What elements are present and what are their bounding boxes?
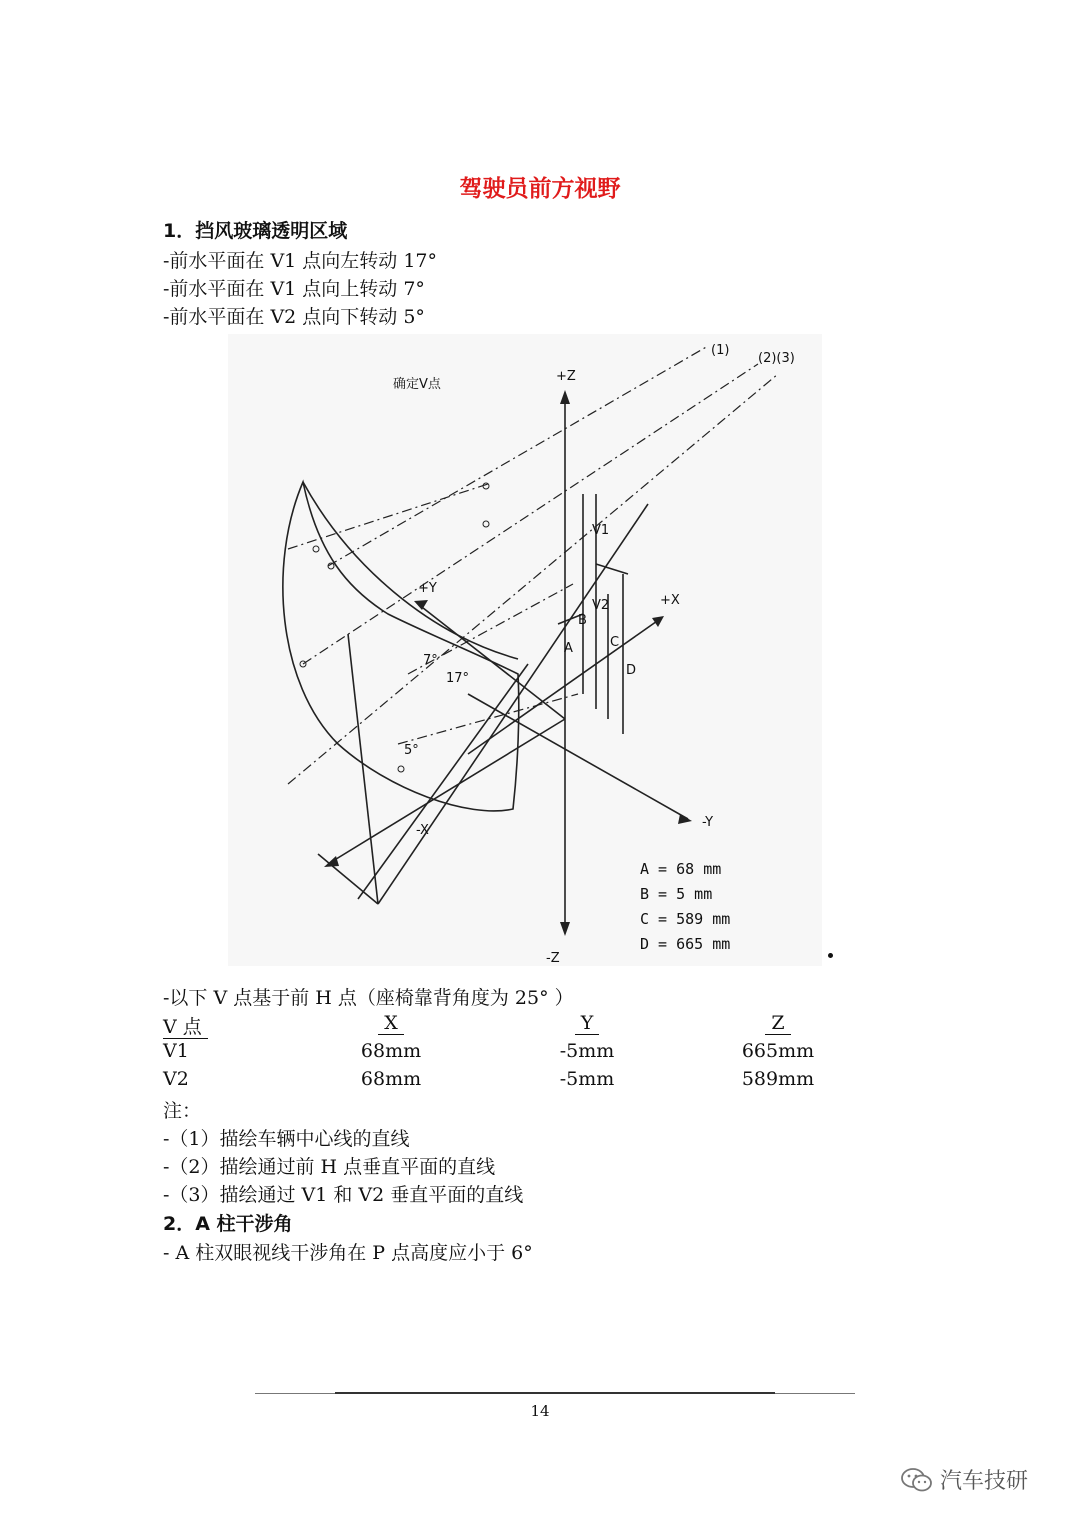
windshield-diagram <box>228 334 822 966</box>
dim-label-d: D <box>626 663 637 678</box>
table-cell: -5mm <box>559 1040 615 1062</box>
axis-label-nz: -Z <box>546 951 560 966</box>
angle-5-label: 5° <box>404 743 419 758</box>
section1-line: -前水平面在 V2 点向下转动 5° <box>163 306 425 328</box>
axis-label-nx: -X <box>416 823 429 838</box>
wechat-icon <box>900 1466 934 1494</box>
dim-label-a: A <box>564 641 573 656</box>
axis-label-py: +Y <box>418 581 437 596</box>
table-cell: 68mm <box>360 1040 422 1062</box>
section2-heading: 2．A 柱干涉角 <box>163 1213 293 1235</box>
table-header: V 点 <box>163 1016 208 1039</box>
diagram-caption: 确定V点 <box>393 377 441 392</box>
axis-label-pz: +Z <box>556 369 576 384</box>
dim-label-b: B <box>578 613 587 628</box>
table-row <box>163 1068 843 1094</box>
table-cell: 665mm <box>741 1040 815 1062</box>
table-cell: V1 <box>163 1040 189 1062</box>
table-header: Y <box>575 1012 600 1035</box>
dim-value: D = 665 mm <box>640 935 731 953</box>
table-header: X <box>378 1012 404 1035</box>
notes-label: 注： <box>163 1100 202 1122</box>
section1-line: -前水平面在 V1 点向上转动 7° <box>163 278 425 300</box>
brand-watermark <box>900 1464 1028 1495</box>
axis-label-px: +X <box>660 593 680 608</box>
bullet-dot <box>828 953 833 958</box>
angle-7-label: 7° <box>423 653 438 668</box>
line-label-23: (2)(3) <box>758 351 795 366</box>
section2-line: - A 柱双眼视线干涉角在 P 点高度应小于 6° <box>163 1242 533 1264</box>
table-header-row <box>163 1012 843 1038</box>
v1-label: V1 <box>592 523 610 538</box>
note-item: -（2）描绘通过前 H 点垂直平面的直线 <box>163 1156 496 1178</box>
table-cell: V2 <box>163 1068 189 1090</box>
page-title: 驾驶员前方视野 <box>459 176 621 202</box>
brand-name: 汽车技研 <box>940 1469 1029 1494</box>
dim-value: A = 68 mm <box>640 860 722 878</box>
line-label-1: (1) <box>711 343 730 358</box>
table-header: Z <box>765 1012 790 1035</box>
vpoint-note: -以下 V 点基于前 H 点（座椅靠背角度为 25° ） <box>163 987 574 1009</box>
note-item: -（3）描绘通过 V1 和 V2 垂直平面的直线 <box>163 1184 524 1206</box>
table-row <box>163 1040 843 1066</box>
axis-label-ny: -Y <box>702 815 714 830</box>
footer-divider-thick <box>335 1392 775 1394</box>
table-cell: 589mm <box>741 1068 815 1090</box>
page-number: 14 <box>530 1402 550 1420</box>
section1-line: -前水平面在 V1 点向左转动 17° <box>163 250 438 272</box>
dim-value: B = 5 mm <box>640 885 713 903</box>
angle-17-label: 17° <box>446 671 470 686</box>
table-cell: 68mm <box>360 1068 422 1090</box>
dim-value: C = 589 mm <box>640 910 731 928</box>
table-cell: -5mm <box>559 1068 615 1090</box>
dim-label-c: C <box>610 635 620 650</box>
note-item: -（1）描绘车辆中心线的直线 <box>163 1128 410 1150</box>
v2-label: V2 <box>592 598 610 613</box>
section1-heading: 1．挡风玻璃透明区域 <box>163 220 348 242</box>
